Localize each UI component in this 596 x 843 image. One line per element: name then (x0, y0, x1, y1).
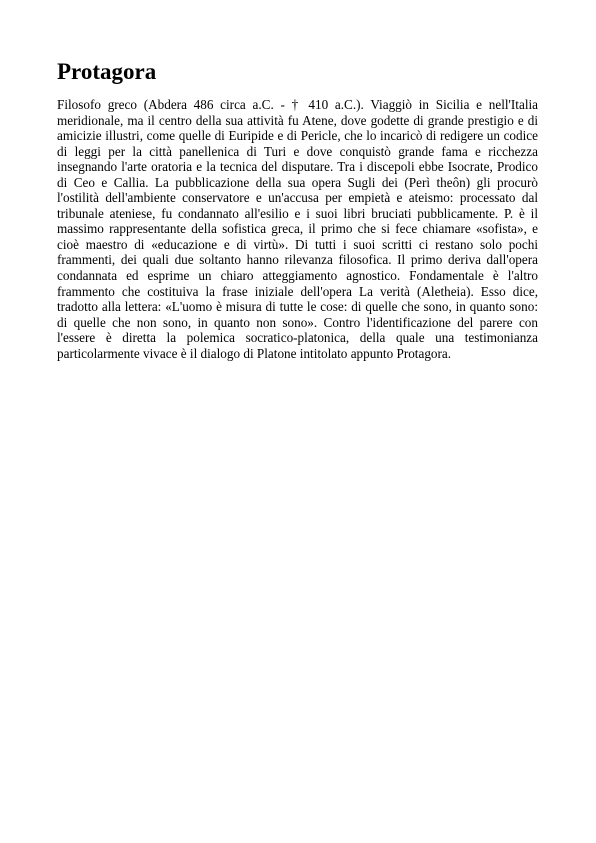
body-paragraph: Filosofo greco (Abdera 486 circa a.C. - † 410 a.C.). Viaggiò in Sicilia e nell'Italia meridionale, ma il centro della sua attività fu Atene, dove godette di grande prestigio e di amicizie illustri, come quelle di Euripide e di Pericle, che lo incaricò di redigere un codice di leggi per la città panellenica di Turi e dove conquistò grande fama e ricchezza insegnando l'arte oratoria e la tecnica del disputare. Tra i discepoli ebbe Isocrate, Prodico di Ceo e Callia. La pubblicazione della sua opera Sugli dei (Perì theôn) gli procurò l'ostilità dell'ambiente conservatore e un'accusa per empietà e ateismo: processato dal tribunale ateniese, fu condannato all'esilio e i suoi libri bruciati pubblicamente. P. è il massimo rappresentante della sofistica greca, il primo che si fece chiamare «sofista», e cioè maestro di «educazione e di virtù». Di tutti i suoi scritti ci restano solo pochi frammenti, dei quali due soltanto hanno rilevanza filosofica. Il primo deriva dall'opera condannata ed esprime un chiaro atteggiamento agnostico. Fondamentale è l'altro frammento che costituiva la frase iniziale dell'opera La verità (Aletheia). Esso dice, tradotto alla lettera: «L'uomo è misura di tutte le cose: di quelle che sono, in quanto sono: di quelle che non sono, in quanto non sono». Contro l'identificazione del parere con l'essere è diretta la polemica socratico-platonica, della quale una testimonianza particolarmente vivace è il dialogo di Platone intitolato appunto Protagora. (57, 97, 538, 361)
page-title: Protagora (57, 59, 157, 84)
